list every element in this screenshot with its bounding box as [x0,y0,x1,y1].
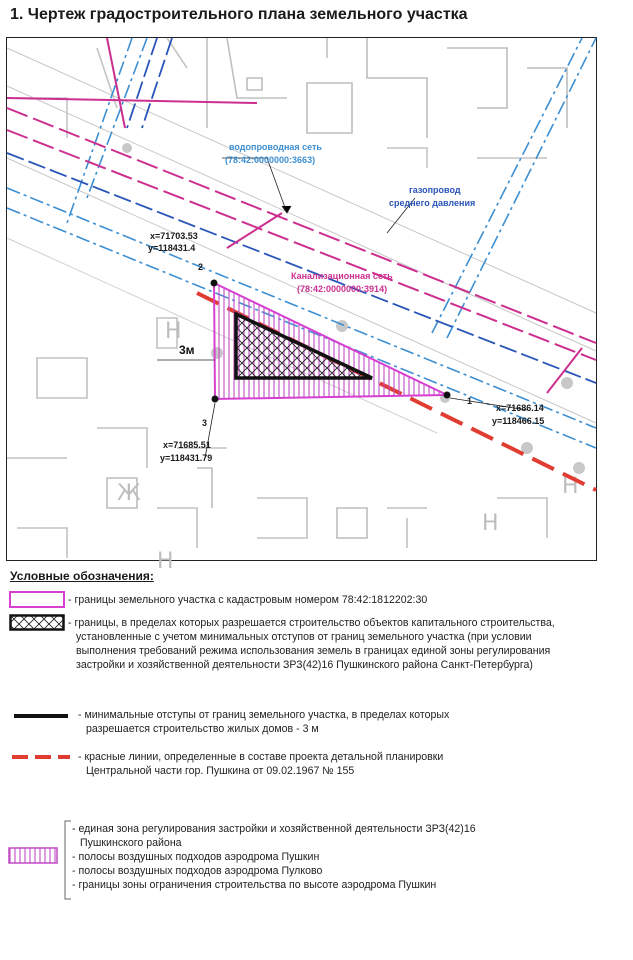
point-2-number: 2 [198,262,204,272]
legend-symbol-red-line [12,753,70,761]
point-marker [212,396,219,403]
legend-text-line: - красные линии, определенные в составе проекта детальной планировки [78,751,444,763]
legend-text-line: выполнения требований режима использования земель в границах единой зоны регулирования [76,645,551,657]
legend-symbol-building-zone [9,614,65,631]
point-1-x: x=71686.14 [496,403,544,413]
point-3-number: 3 [202,418,208,428]
legend-text-line: - границы, в пределах которых разрешается строительство объектов капитального строительства, [68,617,555,629]
legend-item-setback [78,708,449,736]
map-frame [6,37,597,574]
page-title: 1. Чертеж градостроительного плана земельного участка [10,6,468,23]
legend-text-line: Центральной части гор. Пушкина от 09.02.1967 № 155 [86,765,355,777]
setback-label: 3м [179,343,195,357]
point-marker [211,280,218,287]
legend-text-line: - полосы воздушных подходов аэродрома Пушкин [72,851,320,863]
point-3-y: y=118431.79 [160,453,213,463]
legend-text-line: - минимальные отступы от границ земельного участка, в пределах которых [78,709,450,721]
legend-symbol-parcel [9,591,65,608]
legend-text-line: разрешается строительство жилых домов - 3 м [86,723,319,735]
point-3-x: x=71685.51 [163,440,211,450]
point-2-y: y=118431.4 [148,243,196,253]
legend-text-line: - границы земельного участка с кадастровым номером 78:42:1812202:30 [68,594,428,606]
building-letter: Н [482,511,499,536]
legend-bracket [64,820,72,900]
legend-item-red-line [78,750,443,778]
base-map [7,38,596,558]
legend-symbol-setback [14,712,70,720]
legend-item-building-zone [68,616,555,672]
legend-text-line: - единая зона регулирования застройки и хозяйственной деятельности ЗРЗ(42)16 [72,823,476,835]
point-1-y: y=118466.15 [492,416,545,426]
legend-text-line: установленные с учетом минимальных отступов от границ земельного участка (при условии [76,631,532,643]
water-network-label: водопроводная сеть [229,142,322,152]
legend-text-line: застройки и хозяйственной деятельности ЗРЗ(42)16 Пушкинского района Санкт-Петербурга) [76,659,533,671]
sewer-network-id: (78:42:0000000:3914) [297,284,388,294]
point-marker [444,392,451,399]
gas-pipeline-label-1: газопровод [409,185,461,195]
legend-text-line: - полосы воздушных подходов аэродрома Пулково [72,865,323,877]
map-canvas [7,38,596,574]
point-1-number: 1 [467,396,473,406]
sewer-network-label: Канализационная сеть [291,271,393,281]
legend-text-line: Пушкинского района [80,837,182,849]
arrow-ticks [282,206,291,213]
building-letter: Ж [117,481,141,506]
water-network-id: (78:42:0000000:3663) [225,155,316,165]
legend-title: Условные обозначения: [10,569,154,583]
point-2-x: x=71703.53 [150,231,198,241]
building-letter: Н [157,549,174,574]
building-letter: Н [165,319,182,344]
legend-item-parcel [68,593,427,607]
building-letter: Н [562,474,579,499]
legend-symbol-zone [8,847,58,864]
gas-pipeline-label-2: среднего давления [389,198,476,208]
legend-text-line: - границы зоны ограничения строительства по высоте аэродрома Пушкин [72,879,437,891]
building-zone [236,314,372,378]
legend-item-zone [72,822,476,892]
